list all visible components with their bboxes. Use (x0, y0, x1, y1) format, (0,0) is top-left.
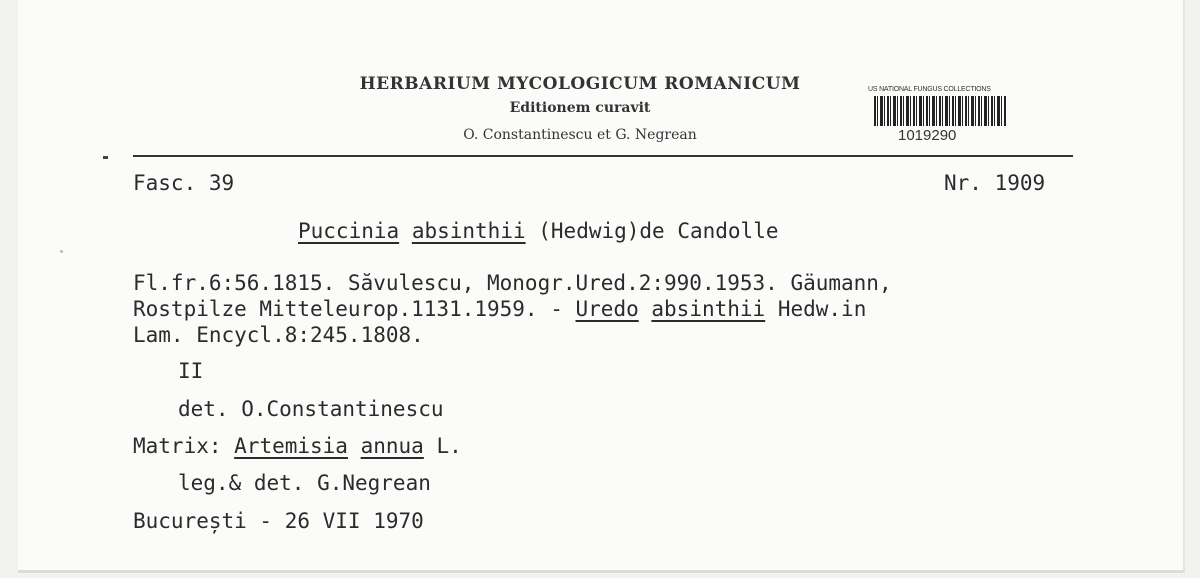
spore-stage: II (178, 359, 204, 383)
host-epithet: annua (360, 434, 424, 458)
reference-text: Rostpilze Mitteleurop.1131.1959. - (133, 297, 576, 321)
species-author: (Hedwig)de Candolle (538, 219, 779, 243)
host-genus: Artemisia (234, 434, 348, 458)
synonym-genus: Uredo (575, 297, 639, 321)
barcode-institution: US NATIONAL FUNGUS COLLECTIONS (868, 86, 991, 93)
locality-date: București - 26 VII 1970 (133, 509, 424, 533)
fascicle-number: Fasc. 39 (133, 171, 235, 195)
synonym-author: Hedw.in (765, 297, 867, 321)
matrix-host (133, 433, 462, 459)
margin-tick (103, 156, 108, 159)
reference-line-1: Fl.fr.6:56.1815. Săvulescu, Monogr.Ured.2:990.1953. Gäumann, (133, 271, 892, 295)
determiner: det. O.Constantinescu (178, 397, 444, 421)
herbarium-editors: O. Constantinescu et G. Negrean (463, 127, 697, 143)
paper-speck (60, 250, 63, 253)
synonym-epithet: absinthii (651, 297, 766, 321)
host-author: L. (423, 434, 462, 458)
reference-line-3: Lam. Encycl.8:245.1808. (133, 323, 424, 347)
species-name (298, 218, 778, 244)
barcode-icon (874, 96, 1006, 126)
collector: leg.& det. G.Negrean (178, 471, 431, 495)
reference-line-2 (133, 296, 866, 322)
herbarium-subtitle: Editionem curavit (509, 100, 651, 116)
header-rule (133, 155, 1073, 157)
barcode-number: 1019290 (898, 127, 957, 144)
herbarium-title: HERBARIUM MYCOLOGICUM ROMANICUM (359, 74, 801, 94)
species-epithet: absinthii (411, 219, 526, 243)
species-genus: Puccinia (298, 219, 400, 243)
specimen-number: Nr. 1909 (944, 171, 1046, 195)
matrix-label: Matrix: (133, 434, 235, 458)
